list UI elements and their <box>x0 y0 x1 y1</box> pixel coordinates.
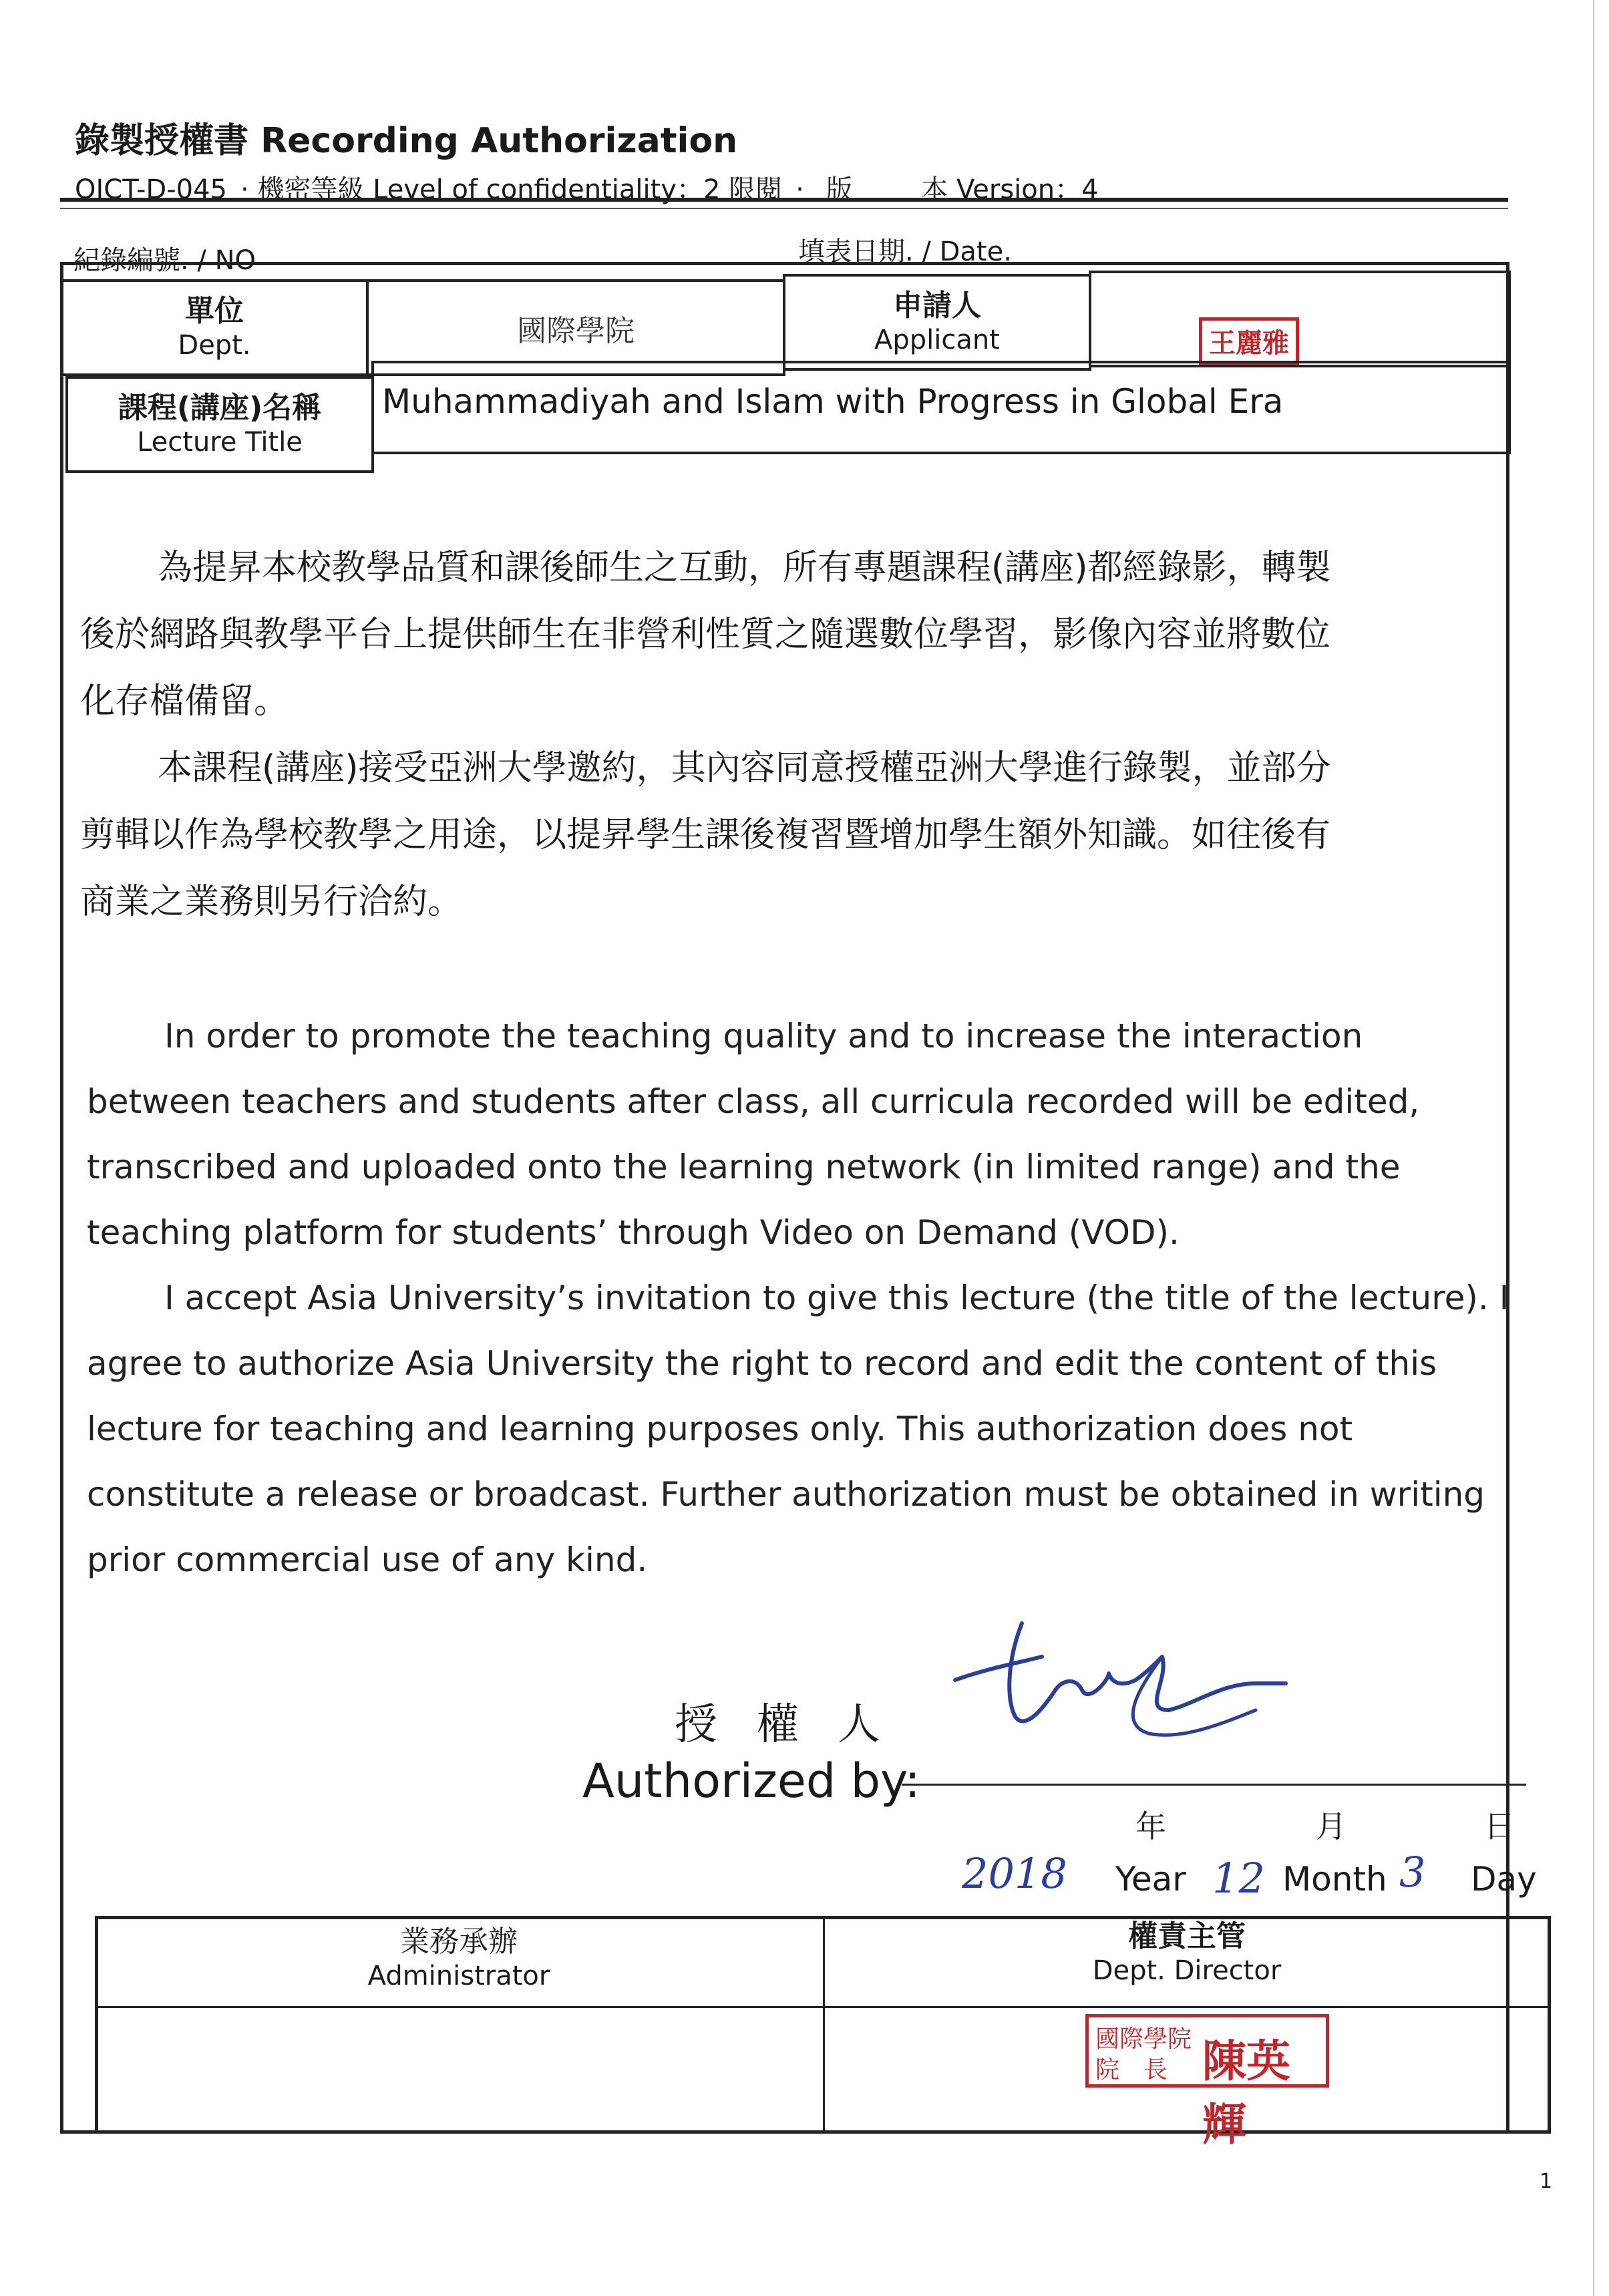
director-seal-title: 院 長 <box>1095 2056 1168 2084</box>
applicant-label-en: Applicant <box>874 324 1000 355</box>
signature-line <box>902 1784 1526 1786</box>
en-p2-line-1: I accept Asia University’s invitation to give this lecture (the title of the lecture). I <box>164 1279 1509 1317</box>
page-edge <box>1593 0 1594 2296</box>
signoff-divider <box>823 1919 825 2132</box>
year-label-zh: 年 <box>1135 1808 1166 1844</box>
authorized-by-label-en: Authorized by: <box>582 1754 920 1808</box>
month-label-en: Month <box>1282 1860 1387 1899</box>
zh-p2-line-1: 本課程(講座)接受亞洲大學邀約，其內容同意授權亞洲大學進行錄製，並部分 <box>158 748 1331 788</box>
document-subtitle: OICT-D-045 · 機密等級 Level of confidentiality：2 限閱 · 版 本 Version：4 <box>75 174 1099 205</box>
zh-paragraph-2 <box>80 735 1496 935</box>
signoff-table <box>95 1916 1551 2134</box>
dept-label-cell <box>60 279 369 376</box>
record-number-label: 紀錄編號. / NO <box>73 245 256 276</box>
director-seal <box>1085 2014 1329 2150</box>
administrator-header <box>352 1925 566 1992</box>
director-label-en: Dept. Director <box>1092 1955 1282 1986</box>
month-label-zh: 月 <box>1316 1808 1347 1844</box>
en-p2-line-4: constitute a release or broadcast. Further authorization must be obtained in writing <box>87 1475 1485 1514</box>
day-label-en: Day <box>1471 1860 1537 1899</box>
lecture-label-cell <box>65 376 374 473</box>
en-p2-line-3: lecture for teaching and learning purposes only. This authorization does not <box>87 1410 1353 1448</box>
dept-label-en: Dept. <box>178 329 251 361</box>
lecture-label-zh: 課程(講座)名稱 <box>118 391 322 426</box>
dept-value: 國際學院 <box>517 313 635 348</box>
year-label-en: Year <box>1115 1860 1186 1899</box>
en-paragraph-1 <box>87 1003 1503 1265</box>
applicant-seal: 王麗雅 <box>1199 317 1299 365</box>
director-seal-name: 陳英輝 <box>1202 2035 1290 2150</box>
en-paragraph-2 <box>87 1265 1509 1593</box>
year-value: 2018 <box>962 1849 1067 1898</box>
version-label: 本 Version：4 <box>921 174 1099 205</box>
dept-label-zh: 單位 <box>185 294 244 329</box>
zh-p2-line-3: 商業之業務則另行洽約。 <box>80 882 463 922</box>
lecture-label-en: Lecture Title <box>137 426 303 458</box>
zh-paragraph-1 <box>80 534 1496 735</box>
director-header <box>1060 1919 1314 1987</box>
zh-p2-line-2: 剪輯以作為學校教學之用途，以提昇學生課後複習暨增加學生額外知識。如往後有 <box>80 815 1331 855</box>
header-rule <box>60 198 1508 202</box>
doc-code: OICT-D-045 <box>75 174 227 205</box>
applicant-value-cell <box>1089 271 1511 367</box>
lecture-title-value: Muhammadiyah and Islam with Progress in Global Era <box>382 382 1284 421</box>
administrator-label-zh: 業務承辦 <box>400 1925 518 1959</box>
applicant-label-cell <box>783 274 1091 371</box>
en-p2-line-2: agree to authorize Asia University the right to record and edit the content of this <box>87 1344 1437 1383</box>
document-title: 錄製授權書 Recording Authorization <box>75 121 738 161</box>
authorized-by-label-zh: 授權人 <box>675 1700 919 1750</box>
page-number: 1 <box>1540 2170 1553 2193</box>
en-p1-line-3: transcribed and uploaded onto the learning network (in limited range) and the <box>87 1148 1401 1186</box>
day-value: 3 <box>1399 1848 1426 1897</box>
zh-p1-line-2: 後於網路與教學平台上提供師生在非營利性質之隨選數位學習，影像內容並將數位 <box>80 615 1331 655</box>
en-p2-line-5: prior commercial use of any kind. <box>87 1540 648 1579</box>
zh-p1-line-1: 為提昇本校教學品質和課後師生之互動，所有專題課程(講座)都經錄影，轉製 <box>158 548 1331 588</box>
zh-p1-line-3: 化存檔備留。 <box>80 681 289 721</box>
en-p1-line-2: between teachers and students after class, all curricula recorded will be edited, <box>87 1082 1420 1121</box>
administrator-label-en: Administrator <box>367 1960 550 1991</box>
handwritten-signature <box>942 1617 1289 1744</box>
en-p1-line-1: In order to promote the teaching quality and to increase the interaction <box>164 1017 1363 1055</box>
en-p1-line-4: teaching platform for students’ through Video on Demand (VOD). <box>87 1213 1180 1252</box>
month-value: 12 <box>1212 1854 1265 1903</box>
fill-date-label: 填表日期. / Date. <box>798 236 1012 267</box>
signoff-header-rule <box>98 2006 1548 2008</box>
confidentiality-level: 機密等級 Level of confidentiality：2 限閱 <box>257 174 783 205</box>
edition-label: 版 <box>826 174 853 205</box>
applicant-label-zh: 申請人 <box>893 289 981 323</box>
day-label-zh: 日 <box>1484 1808 1515 1844</box>
header-rule-thin <box>60 208 1508 209</box>
director-label-zh: 權責主管 <box>1128 1919 1246 1953</box>
director-seal-dept: 國際學院 <box>1095 2025 1192 2053</box>
